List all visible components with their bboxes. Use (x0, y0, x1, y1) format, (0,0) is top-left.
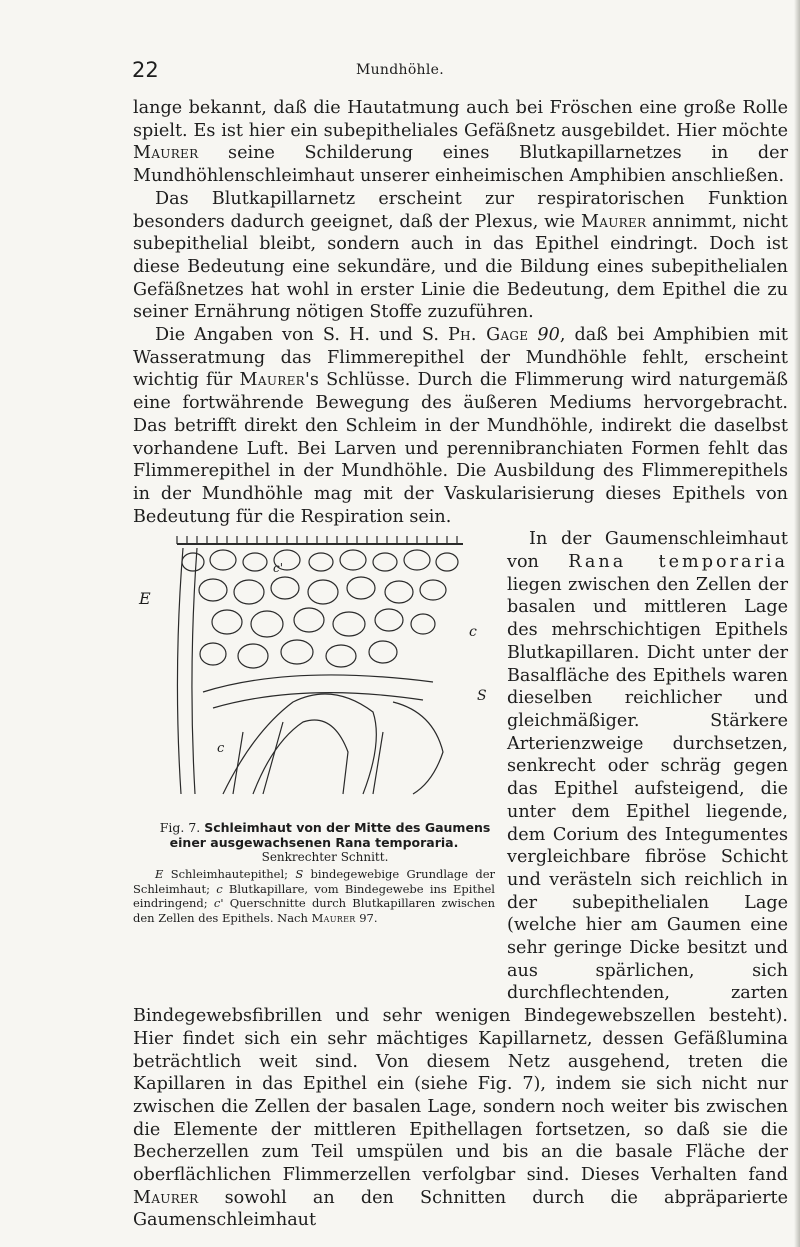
paragraph-2 (133, 188, 788, 324)
figure-title: Schleimhaut von der Mitte des Gaumens einer ausgewachsenen Rana temporaria. (169, 820, 491, 851)
legend-symbol: c (216, 881, 223, 896)
page-edge-shadow (794, 0, 800, 1247)
figure-subtitle: Senkrechter Schnitt. (261, 850, 389, 865)
label-E: E (139, 589, 151, 609)
text-segment: sowohl an den Schnitten durch die abpräparierte Gaumenschleimhaut (133, 1187, 788, 1231)
text-segment: 's Schlüsse. Durch die Flimmerung wird naturgemäß eine fortwährende Bewegung des äußeren Mediums hervorgebracht. Das betrifft direkt den Schleim in der Mundhöhle, indirekt die daselbst vorhandene Luft. Bei Larven und perennibranchiaten Formen fehlt das Flimmerepithel in der Mundhöhle. Die Ausbildung des Flimmerepithels in der Mundhöhle mag mit der Vaskularisierung dieses Epithels von Bedeutung für die Respiration sein. (133, 370, 788, 527)
figure-number: Fig. 7. (159, 820, 205, 836)
paragraph-1 (133, 97, 788, 188)
label-c-small: c (217, 741, 225, 757)
paragraph-3 (133, 324, 788, 528)
figure-caption (133, 820, 495, 865)
page-number: 22 (132, 58, 159, 82)
text-segment: liegen zwischen den Zellen der basalen und mittleren Lage des mehrschichtigen Epithels Blutkapillaren. Dicht unter der Basalfläche des Epithels waren dieselben reichlicher und gleichmäßiger. Stärkere Arterienzweige durchsetzen, senkrecht oder schräg gegen das Epithel aufsteigend, die unter dem Epithel liegende, dem Corium des Integumentes vergleichbare fibröse Schicht und verästeln sich reichlich in der subepithelialen Lage (welche hier am Gaumen eine sehr geringe Dicke besitzt und aus spärlichen, sich durchflechtenden, zarten Bindegewebsfibrillen und sehr wenigen Bindegewebszellen besteht). Hier findet sich ein sehr mächtiges Kapillarnetz, dessen Gefäßlumina beträchtlich weit sind. Von diesem Netz ausgehend, treten die Kapillaren in das Epithel ein (siehe Fig. 7), indem sie sich nicht nur zwischen die Zellen der basalen Lage, sondern noch weiter bis zwischen die Elemente der mittleren Epithellagen fortsetzen, so daß sie die Becherzellen zum Teil umspülen und bis an die basale Fläche der oberflächlichen Flimmerzellen verfolgbar sind. Dieses Verhalten fand (133, 574, 788, 1186)
author-name: Maurer (239, 370, 305, 391)
source-author: Maurer (311, 910, 356, 925)
mucosa-illustration (133, 532, 495, 802)
legend-symbol: S (295, 867, 304, 882)
figure-7 (133, 532, 495, 1002)
author-name: Maurer (133, 1187, 199, 1208)
label-c-prime: c' (273, 561, 284, 576)
species-name: Rana temporaria (568, 552, 788, 573)
author-name: Maurer (133, 143, 199, 164)
label-S: S (477, 688, 487, 705)
source-ref: 97. (359, 910, 378, 925)
author-name: Maurer (580, 211, 647, 232)
label-c: c (469, 624, 477, 641)
legend-text: bindegewebige Grundlage der Schleimhaut; (133, 867, 496, 896)
text-segment: In der Gaumenschleimhaut von (507, 529, 788, 573)
running-head: Mundhöhle. (355, 62, 444, 78)
legend-text: Blutkapillare, vom Bindegewebe ins Epithel eindringend; (133, 881, 495, 911)
body-text (133, 97, 788, 1232)
author-name: Ph. Gage (447, 325, 529, 346)
page-header (0, 58, 800, 82)
paragraph-4 (133, 528, 788, 1232)
text-segment: , daß bei Amphibien mit Wasseratmung das Flimmerepithel der Mundhöhle fehlt, erscheint wichtig für (133, 325, 788, 391)
citation-ref: 90 (537, 325, 560, 346)
text-segment: Das Blutkapillarnetz erscheint zur respiratorischen Funktion besonders dadurch geeignet, daß der Plexus, wie (133, 188, 788, 232)
legend-symbol: E (155, 867, 164, 882)
legend-text: Querschnitte durch Blutkapillaren zwischen den Zellen des Epithels. Nach (133, 896, 495, 925)
legend-text: Schleimhautepithel; (163, 867, 296, 882)
text-segment: Die Angaben von S. H. und S. (155, 325, 448, 346)
legend-symbol: c' (213, 896, 224, 911)
text-segment: annimmt, nicht subepithelial bleibt, sondern auch in das Epithel eindringt. Doch ist diese Bedeutung eine sekundäre, und die Bildung eines subepithelialen Gefäßnetzes hat wohl in erster Linie die Bedeutung, dem Epithel die zu seiner Ernährung nötigen Stoffe zuzuführen. (133, 211, 788, 323)
figure-legend (133, 867, 495, 925)
text-segment: lange bekannt, daß die Hautatmung auch bei Fröschen eine große Rolle spielt. Es ist hier ein subepitheliales Gefäßnetz ausgebildet. Hier möchte (133, 98, 788, 141)
text-segment: seine Schilderung eines Blutkapillarnetzes in der Mundhöhlenschleimhaut unserer einheimischen Amphibien anschließen. (133, 143, 788, 187)
